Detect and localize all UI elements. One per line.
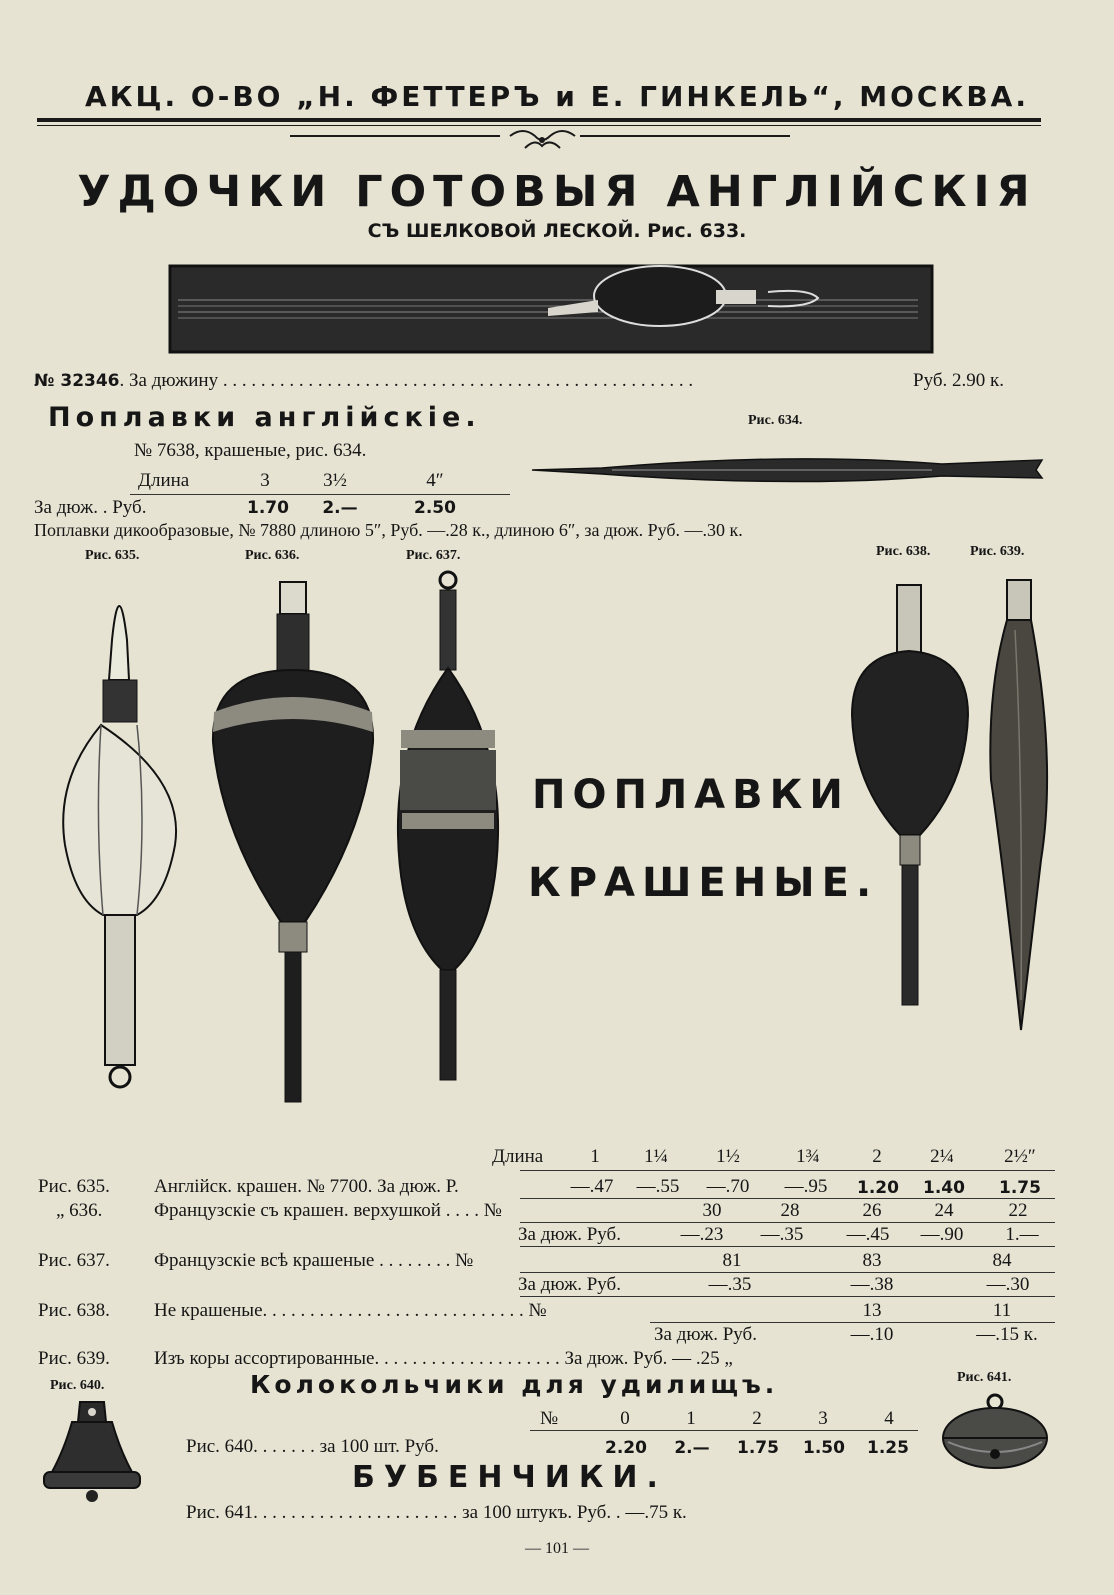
row-635-price-5: 1.20 — [857, 1178, 899, 1198]
fig-637-label: Рис. 637. — [406, 548, 461, 563]
row-638-desc: Не крашеные. . . . . . . . . . . . . . . . . . . . . . . . . . . . № — [154, 1300, 547, 1321]
row-635-price-6: 1.40 — [923, 1178, 965, 1198]
row-637-rule — [520, 1272, 1055, 1273]
length-label-634: Длина — [138, 470, 190, 491]
fig-639-label: Рис. 639. — [970, 544, 1025, 559]
row-639-ref: Рис. 639. — [38, 1348, 110, 1369]
price-634-3: 2.50 — [414, 498, 456, 518]
row-637-price-1: —.35 — [708, 1274, 752, 1295]
table-length-label: Длина — [492, 1146, 544, 1167]
float-635-illustration — [55, 580, 185, 1110]
table-header-rule — [520, 1170, 1055, 1171]
row-636-desc: Французскіе съ крашен. верхушкой . . . . № — [154, 1200, 502, 1221]
bell-641-illustration — [938, 1392, 1053, 1472]
page-number: — 101 — — [525, 1540, 589, 1557]
row-635-price-3: —.70 — [706, 1176, 750, 1197]
table-length-2: 1¼ — [644, 1146, 668, 1167]
row-636-no-3: 26 — [862, 1200, 882, 1221]
table-length-4: 1¾ — [796, 1146, 820, 1167]
firm-header: АКЦ. О-ВО „Н. ФЕТТЕРЪ и Е. ГИНКЕЛЬ“, МОСКВА. — [85, 80, 1029, 113]
row-637-no-3: 84 — [992, 1250, 1012, 1271]
bells-no-2: 1 — [686, 1408, 696, 1429]
ornament-rule-left — [290, 135, 500, 137]
bells-price-5: 1.25 — [867, 1438, 909, 1458]
row-636-no-2: 28 — [780, 1200, 800, 1221]
english-floats-title: Поплавки англійскіе. — [48, 402, 481, 433]
row-637-price-3: —.30 — [986, 1274, 1030, 1295]
row-636-price-2: —.35 — [760, 1224, 804, 1245]
row-637-desc: Французскіе всѣ крашеные . . . . . . . . № — [154, 1250, 474, 1271]
row-637-no-2: 83 — [862, 1250, 882, 1271]
row-638-price-1: —.10 — [850, 1324, 894, 1345]
row-637-price-2: —.38 — [850, 1274, 894, 1295]
item-7638: № 7638, крашеные, рис. 634. — [134, 440, 367, 461]
row-635-price-1: —.47 — [570, 1176, 614, 1197]
table-length-6: 2¼ — [930, 1146, 954, 1167]
bubenchiki-row: Рис. 641. . . . . . . . . . . . . . . . . . . . . . за 100 штукъ. Руб. . —.75 к. — [186, 1502, 687, 1523]
painted-floats-title-line2: КРАШЕНЫЕ. — [528, 860, 879, 906]
row-638-no-1: 13 — [862, 1300, 882, 1321]
row-636-price-rule — [520, 1246, 1055, 1247]
price-label-634: За дюж. . Руб. — [34, 497, 147, 518]
bells-rule — [530, 1430, 918, 1431]
row-636-price-5: 1.— — [1005, 1224, 1039, 1245]
float-636-illustration — [205, 582, 375, 1112]
painted-floats-title-line1: ПОПЛАВКИ — [532, 772, 850, 818]
price-634-2: 2.— — [322, 498, 358, 518]
row-636-price-3: —.45 — [846, 1224, 890, 1245]
row-635-ref: Рис. 635. — [38, 1176, 110, 1197]
row-635-desc: Англійск. крашен. № 7700. За дюж. Р. — [154, 1176, 459, 1197]
table-length-5: 2 — [872, 1146, 882, 1167]
row-638-price-label: За дюж. Руб. — [654, 1324, 757, 1345]
row-635-price-2: —.55 — [636, 1176, 680, 1197]
row-636-no-5: 22 — [1008, 1200, 1028, 1221]
price-634-1: 1.70 — [247, 498, 289, 518]
bells-no-label: № — [540, 1408, 559, 1429]
bells-row-ref: Рис. 640. . . . . . . за 100 шт. Руб. — [186, 1436, 439, 1457]
row-638-price-2: —.15 к. — [976, 1324, 1038, 1345]
row-636-ref: „ 636. — [56, 1200, 103, 1221]
table-634-rule — [130, 494, 510, 495]
length-634-3: 4″ — [426, 470, 444, 491]
fig-638-label: Рис. 638. — [876, 544, 931, 559]
float-634-illustration — [532, 450, 1052, 492]
fig-636-label: Рис. 636. — [245, 548, 300, 563]
bells-price-4: 1.50 — [803, 1438, 845, 1458]
bubenchiki-title: БУБЕНЧИКИ. — [352, 1460, 667, 1495]
bells-no-3: 2 — [752, 1408, 762, 1429]
fig-640-label: Рис. 640. — [50, 1378, 105, 1393]
ornament-rule-right — [580, 135, 790, 137]
table-length-7: 2½″ — [1004, 1146, 1036, 1167]
row-637-price-label: За дюж. Руб. — [518, 1274, 621, 1295]
row-635-price-7: 1.75 — [999, 1178, 1041, 1198]
row-638-ref: Рис. 638. — [38, 1300, 110, 1321]
float-637-illustration — [398, 570, 503, 1100]
item-32346: № 32346. За дюжину . . . . . . . . . . . . . . . . . . . . . . . . . . . . . . . . . . . . . . . . . . . . . . . . . . — [34, 370, 694, 391]
bells-price-2: 2.— — [674, 1438, 710, 1458]
row-637-price-rule — [520, 1296, 1055, 1297]
length-634-2: 3½ — [323, 470, 347, 491]
item-32346-price: Руб. 2.90 к. — [913, 370, 1004, 391]
row-636-price-1: —.23 — [680, 1224, 724, 1245]
row-639-desc: Изъ коры ассортированные. . . . . . . . . . . . . . . . . . . . За дюж. Руб. — .25 „ — [154, 1348, 733, 1369]
bells-no-5: 4 — [884, 1408, 894, 1429]
page-title: УДОЧКИ ГОТОВЫЯ АНГЛІЙСКІЯ — [77, 167, 1037, 217]
table-length-3: 1½ — [716, 1146, 740, 1167]
row-636-price-label: За дюж. Руб. — [518, 1224, 621, 1245]
row-636-no-4: 24 — [934, 1200, 954, 1221]
length-634-1: 3 — [260, 470, 270, 491]
float-638-illustration — [850, 585, 970, 1020]
row-638-no-2: 11 — [992, 1300, 1012, 1321]
bells-no-4: 3 — [818, 1408, 828, 1429]
header-rule-thick — [37, 118, 1041, 122]
bells-title: Колокольчики для удилищъ. — [250, 1370, 779, 1399]
bells-no-1: 0 — [620, 1408, 630, 1429]
bells-price-3: 1.75 — [737, 1438, 779, 1458]
wild-floats-line: Поплавки дикообразовые, № 7880 длиною 5″, Руб. —.28 к., длиною 6″, за дюж. Руб. —.30 к. — [34, 520, 743, 540]
bells-price-1: 2.20 — [605, 1438, 647, 1458]
row-638-rule — [650, 1322, 1055, 1323]
row-635-price-4: —.95 — [784, 1176, 828, 1197]
row-637-ref: Рис. 637. — [38, 1250, 110, 1271]
fig-635-label: Рис. 635. — [85, 548, 140, 563]
row-636-price-4: —.90 — [920, 1224, 964, 1245]
float-639-illustration — [985, 580, 1057, 1040]
page-subtitle: СЪ ШЕЛКОВОЙ ЛЕСКОЙ. Рис. 633. — [367, 220, 747, 242]
ornament-icon — [505, 126, 580, 154]
fishing-rod-winder-illustration — [168, 252, 934, 364]
fig-634-label: Рис. 634. — [748, 413, 803, 428]
row-636-rule — [520, 1222, 1055, 1223]
row-635-rule — [520, 1198, 1055, 1199]
bell-640-illustration — [40, 1400, 145, 1510]
row-637-no-1: 81 — [722, 1250, 742, 1271]
table-length-1: 1 — [590, 1146, 600, 1167]
row-636-no-1: 30 — [702, 1200, 722, 1221]
fig-641-label: Рис. 641. — [957, 1370, 1012, 1385]
